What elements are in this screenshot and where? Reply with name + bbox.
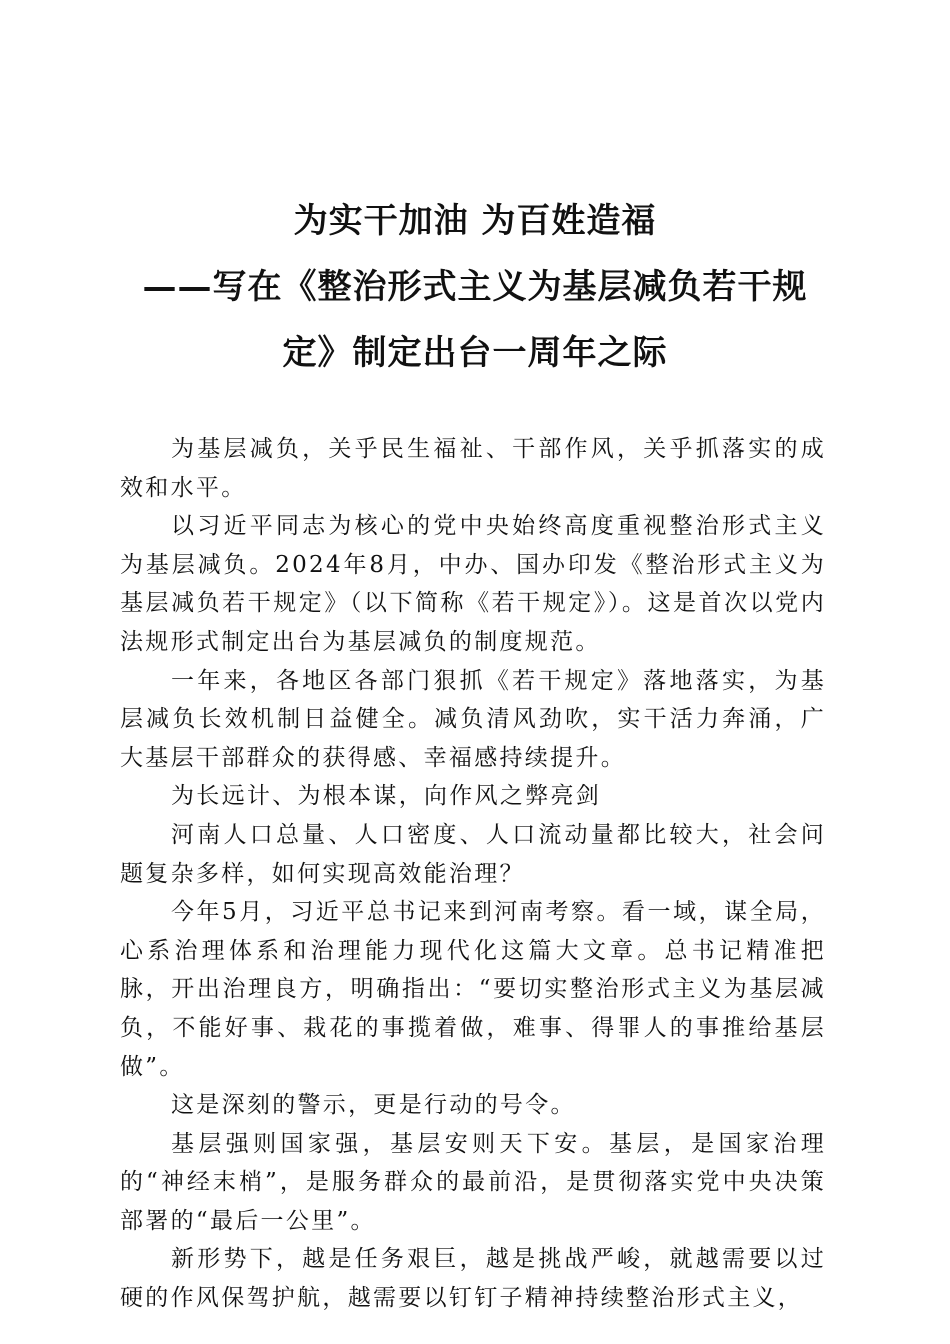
paragraph: 河南人口总量、人口密度、人口流动量都比较大，社会问题复杂多样，如何实现高效能治理？ xyxy=(120,821,826,887)
title-line-subtitle-1: ——写在《整治形式主义为基层减负若干规 xyxy=(142,267,808,307)
article-body xyxy=(120,430,826,1318)
paragraph: 一年来，各地区各部门狠抓《若干规定》落地落实，为基层减负长效机制日益健全。减负清风劲吹，实干活力奔涌，广大基层干部群众的获得感、幸福感持续提升。 xyxy=(120,667,826,771)
paragraph: 以习近平同志为核心的党中央始终高度重视整治形式主义为基层减负。2024年8月，中办、国办印发《整治形式主义为基层减负若干规定》（以下简称《若干规定》）。这是首次以党内法规形式制定出台为基层减负的制度规范。 xyxy=(120,513,826,655)
paragraph: 这是深刻的警示，更是行动的号令。 xyxy=(171,1092,576,1119)
paragraph: 新形势下，越是任务艰巨，越是挑战严峻，就越需要以过硬的作风保驾护航，越需要以钉钉子精神持续整治形式主义， xyxy=(120,1246,826,1312)
paragraph: 今年5月，习近平总书记来到河南考察。看一域，谋全局，心系治理体系和治理能力现代化这篇大文章。总书记精准把脉，开出治理良方，明确指出：“要切实整治形式主义为基层减负，不能好事、栽花的事揽着做，难事、得罪人的事推给基层做”。 xyxy=(120,899,826,1080)
section-heading: 为长远计、为根本谋，向作风之弊亮剑 xyxy=(171,783,602,810)
title-line-main: 为实干加油 为百姓造福 xyxy=(293,201,657,241)
paragraph: 为基层减负，关乎民生福祉、干部作风，关乎抓落实的成效和水平。 xyxy=(120,436,826,501)
title-line-subtitle-2: 定》制定出台一周年之际 xyxy=(282,333,668,373)
document-title xyxy=(0,188,950,386)
paragraph: 基层强则国家强，基层安则天下安。基层，是国家治理的“神经末梢”，是服务群众的最前沿，是贯彻落实党中央决策部署的“最后一公里”。 xyxy=(120,1130,826,1234)
